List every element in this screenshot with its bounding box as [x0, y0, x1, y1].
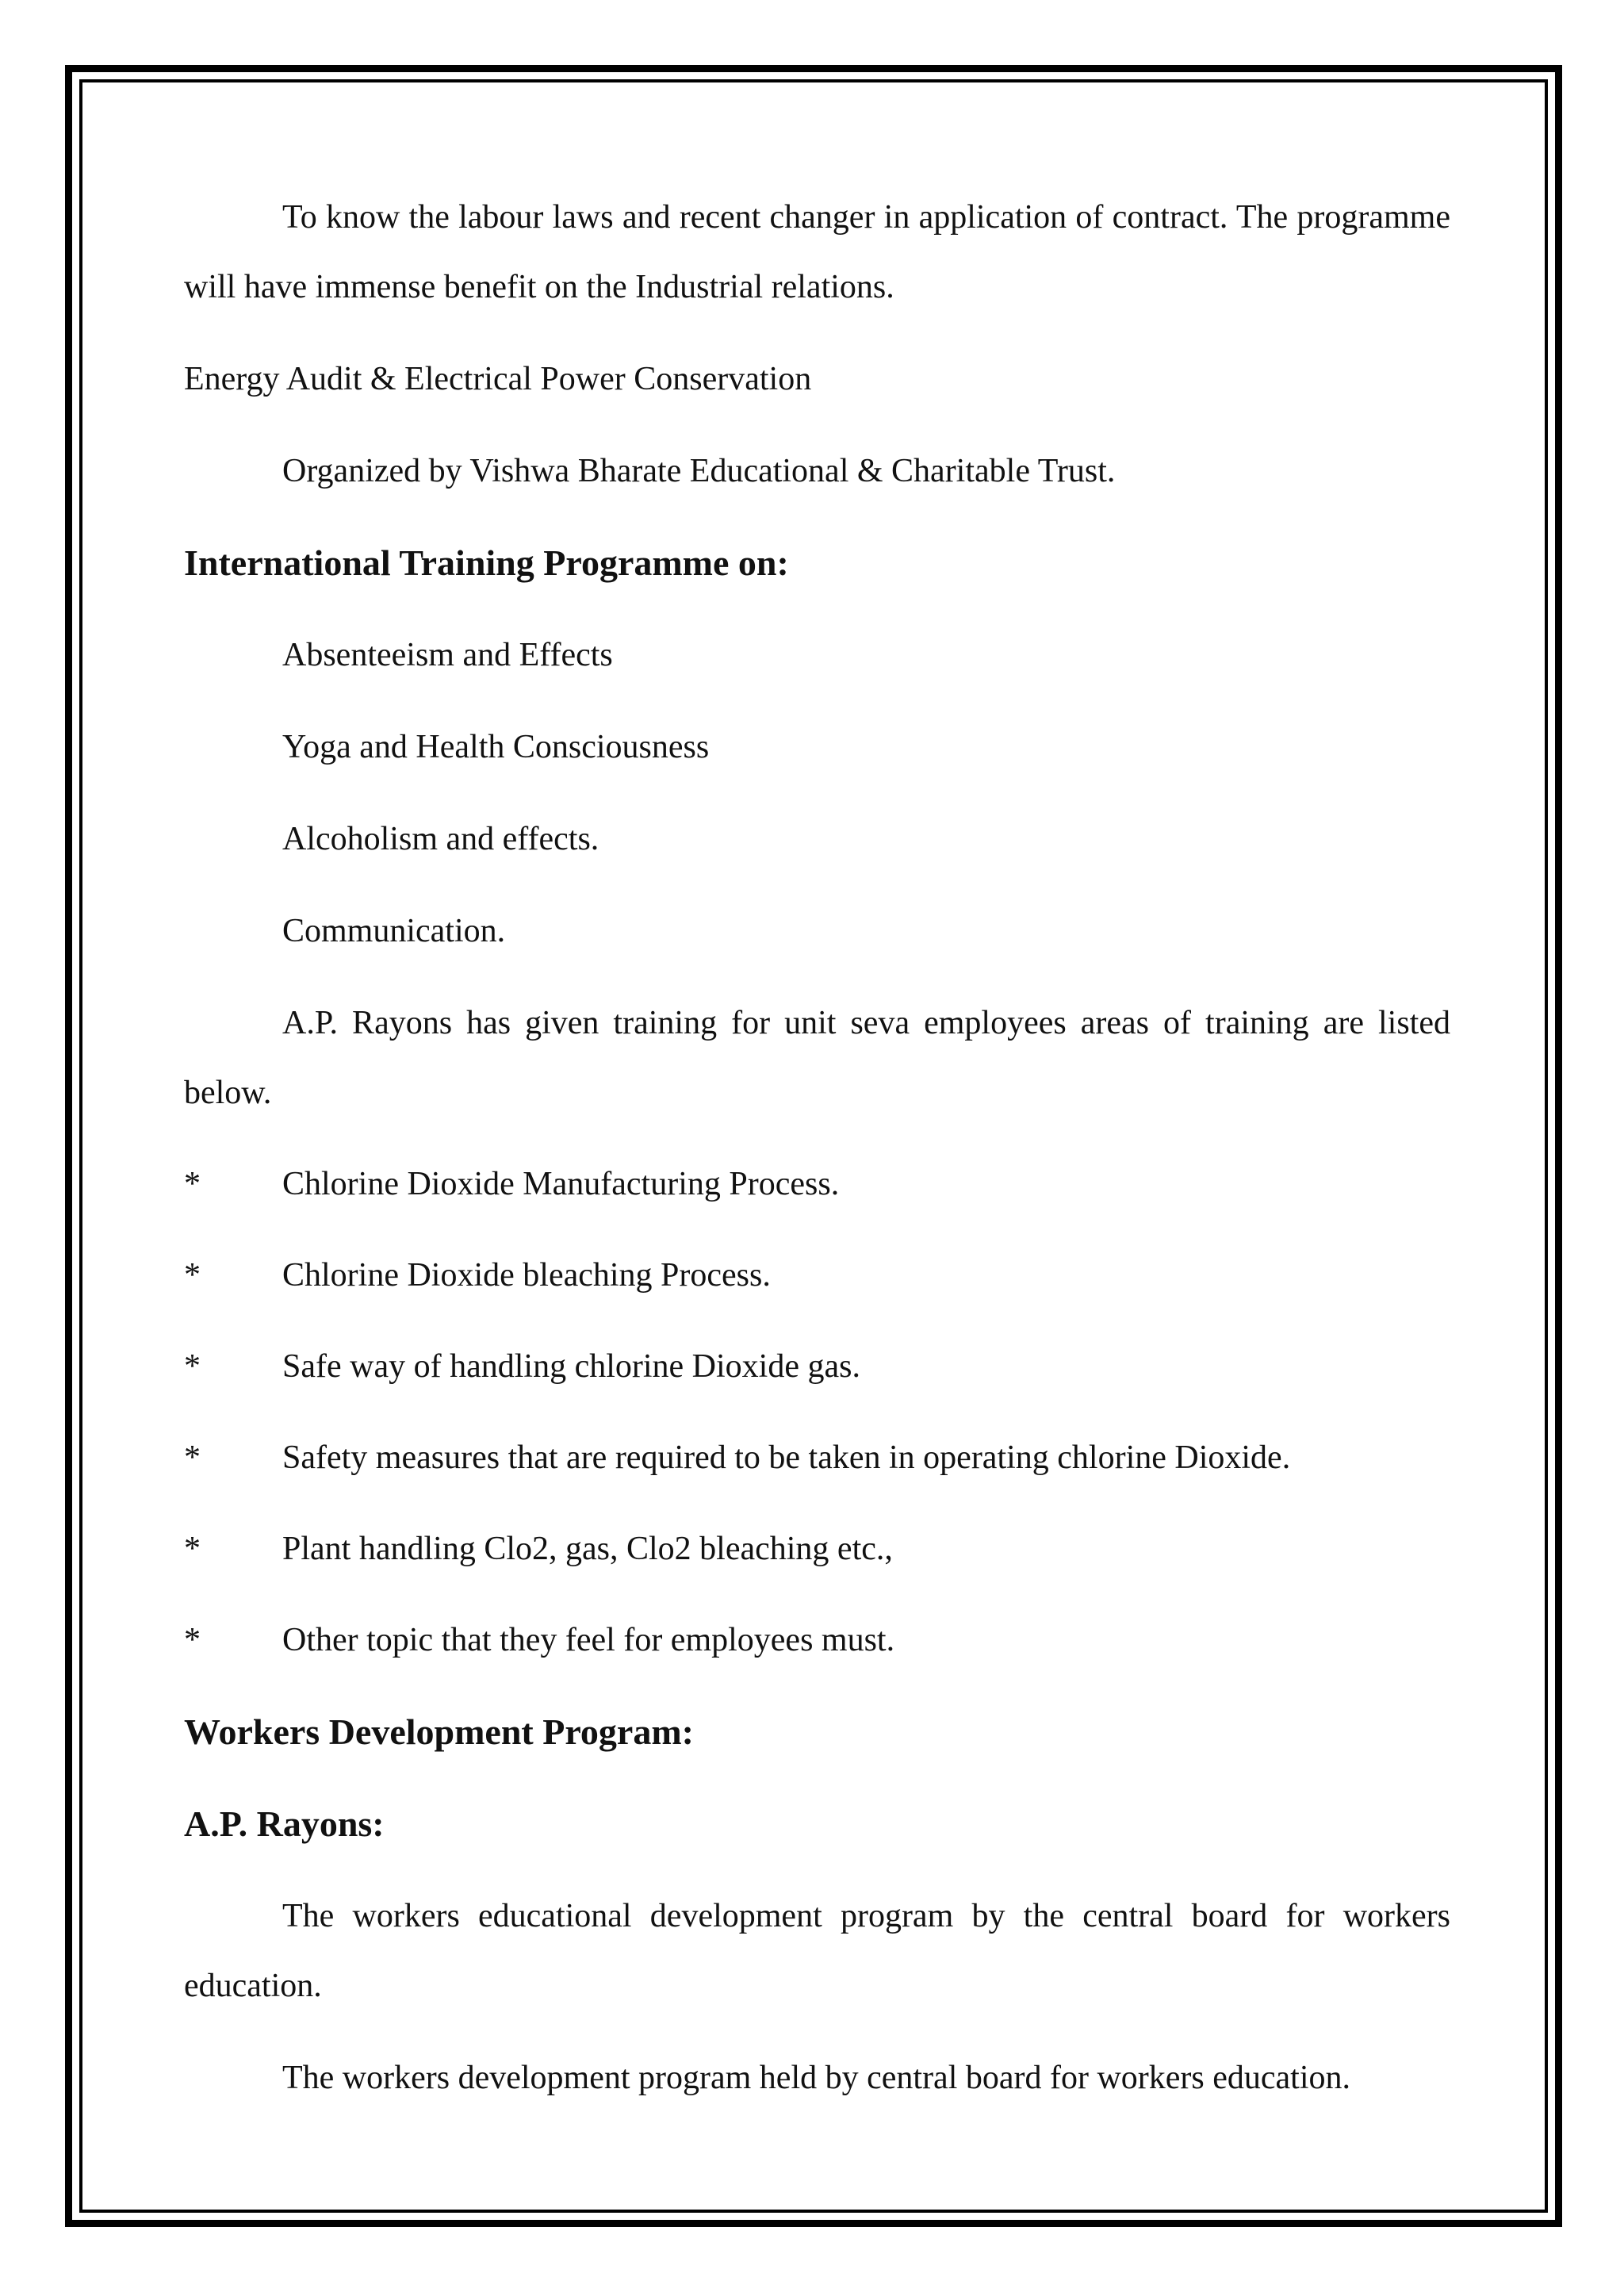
- ap-rayons-training-paragraph: A.P. Rayons has given training for unit seva employees areas of training are listed below.: [184, 1005, 1450, 1111]
- bullet-marker: *: [184, 1166, 201, 1202]
- energy-audit-line: Energy Audit & Electrical Power Conservation: [184, 361, 812, 397]
- list-item-text: Safe way of handling chlorine Dioxide gas.: [282, 1348, 860, 1385]
- international-topics-list: [184, 620, 1450, 966]
- organized-by-line: Organized by Vishwa Bharate Educational & Charitable Trust.: [282, 453, 1116, 489]
- list-item: [184, 1423, 1450, 1493]
- list-item: Communication.: [282, 913, 506, 949]
- list-item: Alcoholism and effects.: [282, 821, 599, 857]
- workers-education-paragraph-2: The workers development program held by central board for workers education.: [282, 2060, 1351, 2096]
- list-item-text: Safety measures that are required to be taken in operating chlorine Dioxide.: [282, 1439, 1291, 1476]
- bullet-marker: *: [184, 1531, 201, 1567]
- list-item: [184, 1240, 1450, 1310]
- list-item: Absenteeism and Effects: [282, 637, 613, 673]
- document-body: [184, 182, 1450, 2113]
- bullet-marker: *: [184, 1439, 201, 1476]
- list-item: [184, 1605, 1450, 1675]
- workers-development-heading: Workers Development Program:: [184, 1711, 694, 1752]
- workers-education-paragraph-1: The workers educational development program by the central board for workers education.: [184, 1898, 1450, 2004]
- training-areas-list: [184, 1149, 1450, 1675]
- bullet-marker: *: [184, 1257, 201, 1294]
- list-item-text: Other topic that they feel for employees must.: [282, 1622, 895, 1658]
- bullet-marker: *: [184, 1622, 201, 1658]
- list-item: Yoga and Health Consciousness: [282, 729, 710, 765]
- list-item-text: Plant handling Clo2, gas, Clo2 bleaching etc.,: [282, 1531, 893, 1567]
- list-item: [184, 1149, 1450, 1219]
- list-item-text: Chlorine Dioxide Manufacturing Process.: [282, 1166, 840, 1202]
- ap-rayons-heading: A.P. Rayons:: [184, 1803, 385, 1844]
- bullet-marker: *: [184, 1348, 201, 1385]
- list-item: [184, 1332, 1450, 1401]
- intro-paragraph: To know the labour laws and recent changer in application of contract. The programme will have immense benefit on the Industrial relations.: [184, 199, 1450, 305]
- international-training-heading: International Training Programme on:: [184, 542, 789, 583]
- list-item-text: Chlorine Dioxide bleaching Process.: [282, 1257, 771, 1294]
- list-item: [184, 1514, 1450, 1584]
